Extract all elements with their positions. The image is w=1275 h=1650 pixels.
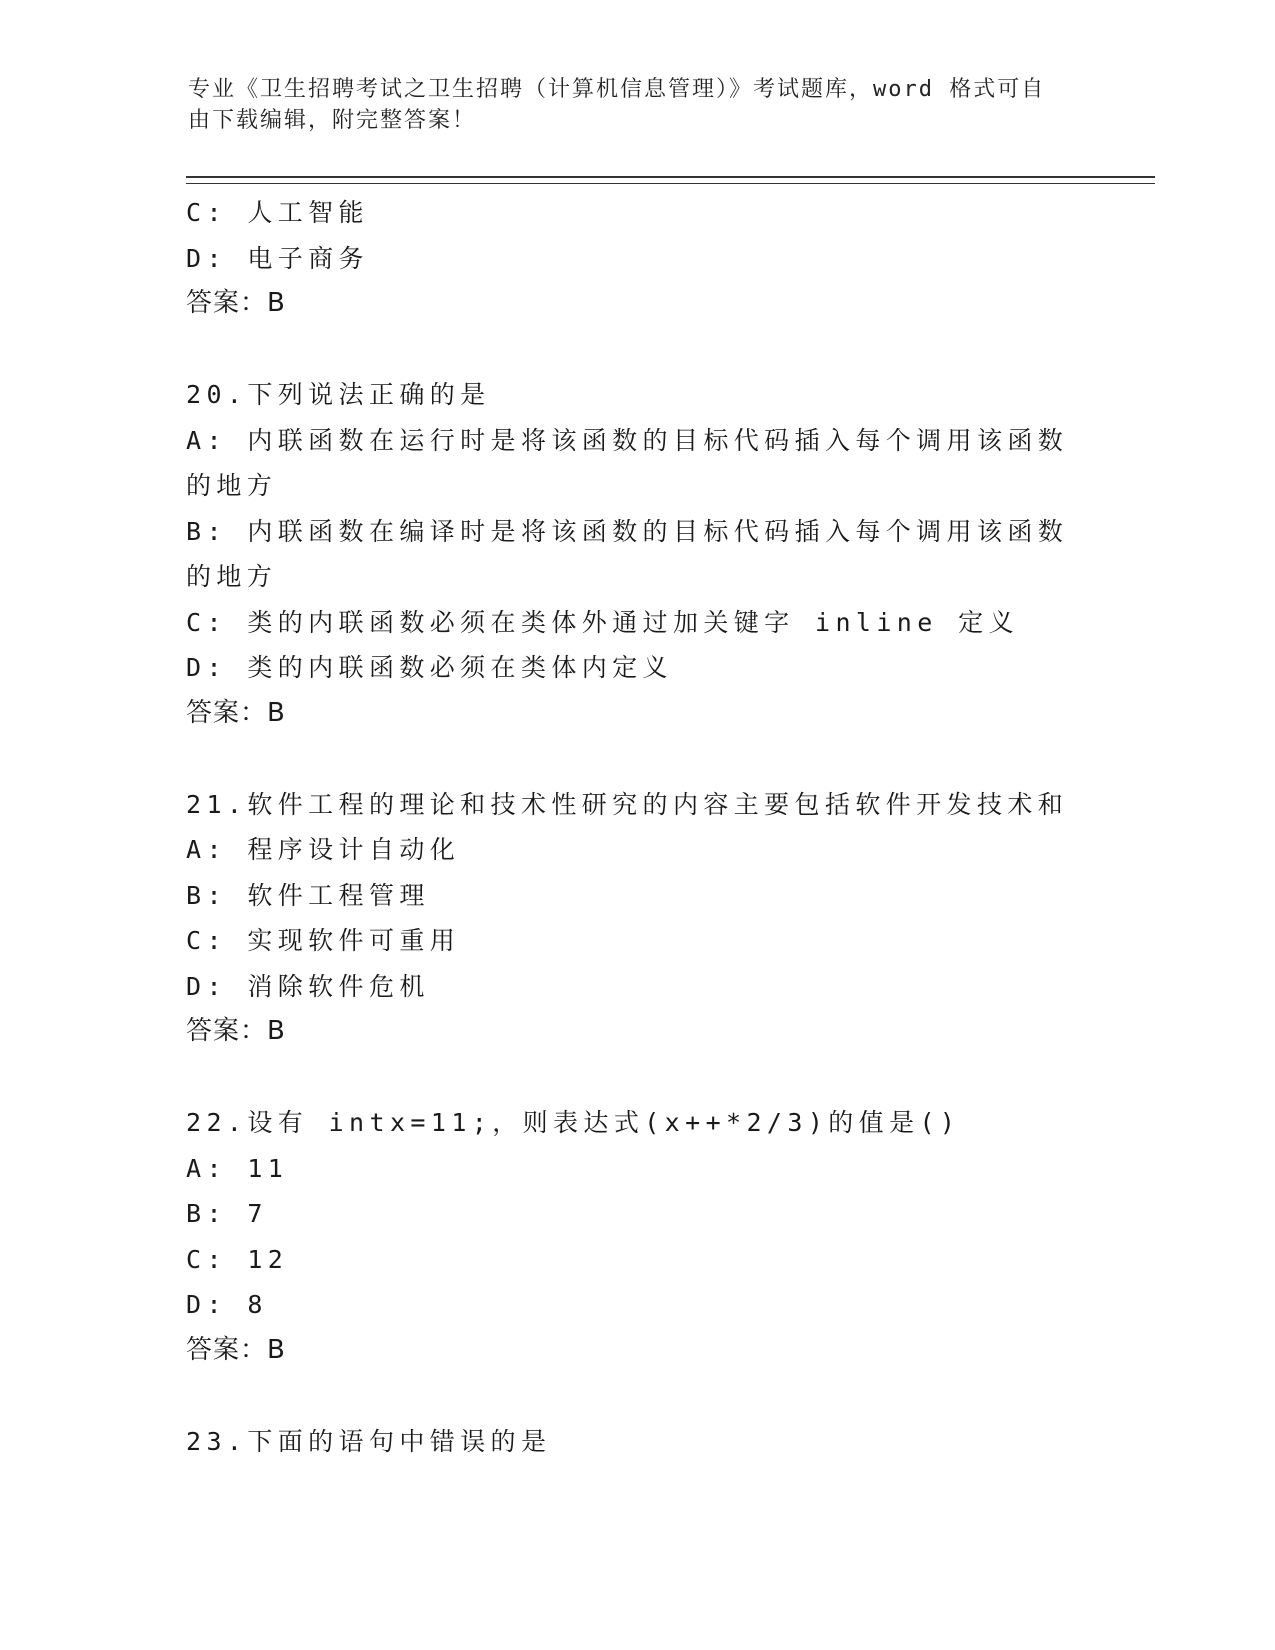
page-header [188,74,1088,136]
header-line-1: 专业《卫生招聘考试之卫生招聘（计算机信息管理）》考试题库，word 格式可自 [188,77,1046,102]
header-divider [186,176,1155,184]
option-c: C: 12 [186,1244,289,1274]
question-stem-23: 23.下面的语句中错误的是 [186,1426,552,1456]
option-c: C: 类的内联函数必须在类体外通过加关键字 inline 定义 [186,607,1019,637]
option-d: D: 8 [186,1290,268,1319]
option-d: D: 电子商务 [186,243,369,273]
question-stem-22: 22.设有 intx=11;，则表达式(x++*2/3)的值是() [186,1108,961,1137]
question-stem-21: 21.软件工程的理论和技术性研究的内容主要包括软件开发技术和 [186,789,1069,819]
answer-line: 答案：B [186,1334,286,1365]
option-c: C: 实现软件可重用 [186,926,461,955]
answer-line: 答案：B [186,288,286,318]
option-d: D: 类的内联函数必须在类体内定义 [186,653,673,682]
option-b: B: 7 [186,1199,268,1228]
answer-line: 答案：B [186,1016,286,1046]
option-b: B: 软件工程管理 [186,880,430,910]
option-a: A: 11 [186,1153,289,1183]
spacer [186,327,1086,373]
option-d: D: 消除软件危机 [186,971,430,1001]
question-stem-20: 20.下列说法正确的是 [186,380,491,409]
spacer [186,1373,1086,1419]
spacer [186,1055,1086,1101]
option-a: A: 程序设计自动化 [186,835,461,864]
answer-line: 答案：B [186,697,286,728]
option-c: C: 人工智能 [186,198,369,227]
spacer [186,736,1086,782]
header-line-2: 由下载编辑，附完整答案！ [188,108,477,133]
option-b: B: 内联函数在编译时是将该函数的目标代码插入每个调用该函数的地方 [186,516,1069,591]
question-content [186,190,1086,1464]
option-a: A: 内联函数在运行时是将该函数的目标代码插入每个调用该函数的地方 [186,425,1069,500]
